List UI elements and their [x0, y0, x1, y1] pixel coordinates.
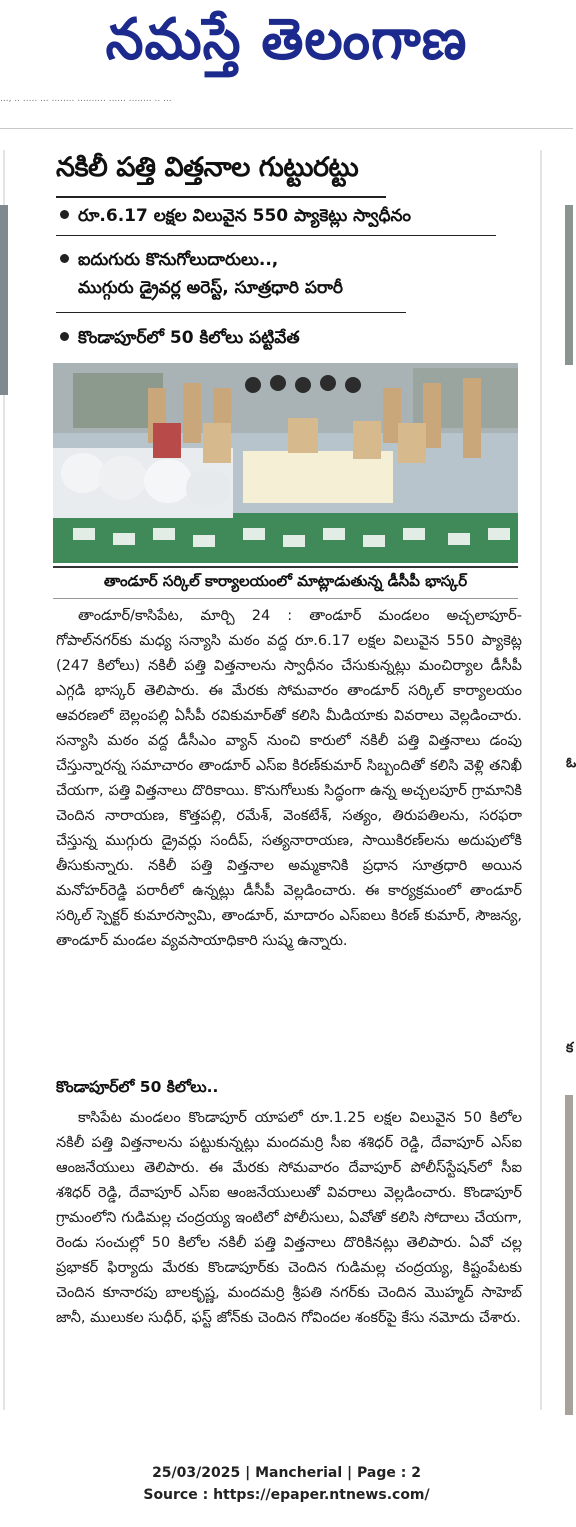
article-subhead: కొండాపూర్‌లో 50 కిలోలు.. — [56, 1078, 219, 1096]
article-body-paragraph-2: కాసిపేట మండలం కొండాపూర్ యాపలో రూ.1.25 లక్షల విలువైన 50 కిలోల నకిలీ పత్తి విత్తనాలను పట్టుకున్నట్లు మందమర్రి సీఐ శశిధర్ రెడ్డి, దేవాపూర్ ఎస్ఐ ఆంజనేయులు తెలిపారు. ఈ మేరకు సోమవారం దేవాపూర్ పోలీస్‌స్టేషన్‌లో సీఐ శశిధర్ రెడ్డి, దేవాపూర్ ఎస్ఐ ఆంజనేయులుతో వివరాలు వెల్లడించారు. కొండాపూర్ గ్రామంలోని గుడిమల్ల చంద్రయ్య ఇంటిలో పోలీసులు, ఏవోతో కలిసి సోదాలు చేయగా, రెండు సంచుల్లో 50 కిలోల నకిలీ పత్తి విత్తనాలు దొరికినట్లు తెలిపారు. ఏవో చల్ల ప్రభాకర్ ఫిర్యాదు మేరకు కొండాపూర్‌కు చెందిన గుడిమల్ల చంద్రయ్య, కిష్టంపేటకు చెందిన కూనారపు బాలకృష్ణ, మందమర్రి శ్రీపతి నగర్‌కు చెందిన మొహ్మద్ సాహెబ్ జానీ, ములుకల సుధీర్, ఫస్ట్ జోన్‌కు చెందిన గోవిందల శంకర్‌పై కేసు నమోదు చేశారు. — [56, 1110, 522, 1326]
bullet-item: రూ.6.17 లక్షల విలువైన 550 ప్యాకెట్లు స్వాధీనం — [60, 202, 530, 230]
page-footer — [0, 1462, 573, 1506]
footer-source-link[interactable]: Source : https://epaper.ntnews.com/ — [143, 1487, 430, 1503]
adjacent-article-image-right-lower — [565, 1095, 573, 1415]
bullet-item: ఐదుగురు కొనుగోలుదారులు.., ముగ్గురు డ్రైవర్ల అరెస్ట్, సూత్రధారి పరారీ — [60, 246, 530, 302]
footer-edition-info: 25/03/2025 | Mancherial | Page : 2 — [152, 1465, 421, 1481]
adjacent-article-letter: క — [566, 1040, 574, 1056]
adjacent-article-image-left — [0, 205, 8, 395]
top-divider — [0, 128, 573, 129]
adjacent-article-letter: ఓ — [566, 755, 576, 771]
bullet-dot-icon — [60, 332, 69, 341]
adjacent-article-image-right — [565, 205, 573, 365]
bullet-dot-icon — [60, 254, 69, 263]
right-column-divider — [540, 150, 542, 1410]
bullet-item: కొండాపూర్‌లో 50 కిలోలు పట్టివేత — [60, 324, 530, 352]
article-headline: నకిలీ పత్తి విత్తనాల గుట్టురట్టు — [56, 152, 359, 183]
press-meet-photo — [53, 363, 518, 563]
newspaper-title: నమస్తే తెలంగాణ — [105, 5, 468, 72]
bullet-divider — [56, 235, 496, 236]
bullet-dot-icon — [60, 210, 69, 219]
article-photo — [53, 363, 518, 563]
masthead — [0, 0, 573, 92]
photo-caption: తాండూర్ సర్కిల్ కార్యాలయంలో మాట్లాడుతున్న డీసీపీ భాస్కర్ — [53, 566, 518, 599]
dateline-strip: ..., .. ..... ... ........ .......... ...... ........ .. ... — [0, 94, 172, 104]
headline-underline — [56, 196, 386, 198]
bullet-divider — [56, 312, 406, 313]
article-body-paragraph-1: తాండూర్/కాసిపేట, మార్చి 24 : తాండూర్ మండలం అచ్చలాపూర్-గోపాల్‌నగర్‌కు మధ్య సన్యాసి మఠం వద్ద రూ.6.17 లక్షల విలువైన 550 ప్యాకెట్ల (247 కిలోలు) నకిలీ పత్తి విత్తనాలను స్వాధీనం చేసుకున్నట్లు మంచిర్యాల డీసీపీ ఎగ్గడి భాస్కర్ తెలిపారు. ఈ మేరకు సోమవారం తాండూర్ సర్కిల్ కార్యాలయం ఆవరణలో బెల్లంపల్లి ఏసీపీ రవికుమార్‌తో కలిసి మీడియాకు వివరాలు వెల్లడించారు. సన్యాసి మఠం వద్ద డీసీఎం వ్యాన్ నుంచి కారులో నకిలీ పత్తి విత్తనాలు డంపు చేస్తున్నారన్న సమాచారం తాండూర్ ఎస్ఐ కిరణ్‌కుమార్ సిబ్బందితో కలిసి వెళ్లి తనిఖీ చేయగా, పత్తి విత్తనాలు దొరికాయి. కొనుగోలుకు సిద్ధంగా ఉన్న అచ్చలపూర్ గ్రామానికి చెందిన నారాయణ, కొత్తపల్లి, రమేశ్, వెంకటేశ్, సత్యం, తిరుపతిలను, సరఫరా చేస్తున్న ముగ్గురు డ్రైవర్లు సందీప్, సత్యనారాయణ, సాయికిరణ్‌లను అదుపులోకి తీసుకున్నారు. నకిలీ పత్తి విత్తనాల అమ్మకానికి ప్రధాన సూత్రధారి అయిన మనోహర్‌రెడ్డి పరారీలో ఉన్నట్లు డీసీపీ వెల్లడించారు. ఈ కార్యక్రమంలో తాండూర్ సర్కిల్ స్పెక్టర్ కుమారస్వామి, తాండూర్, మాదారం ఎస్ఐలు కిరణ్ కుమార్, సౌజన్య, తాండూర్ మండల వ్యవసాయాధికారి సుష్మ ఉన్నారు. — [56, 608, 522, 949]
